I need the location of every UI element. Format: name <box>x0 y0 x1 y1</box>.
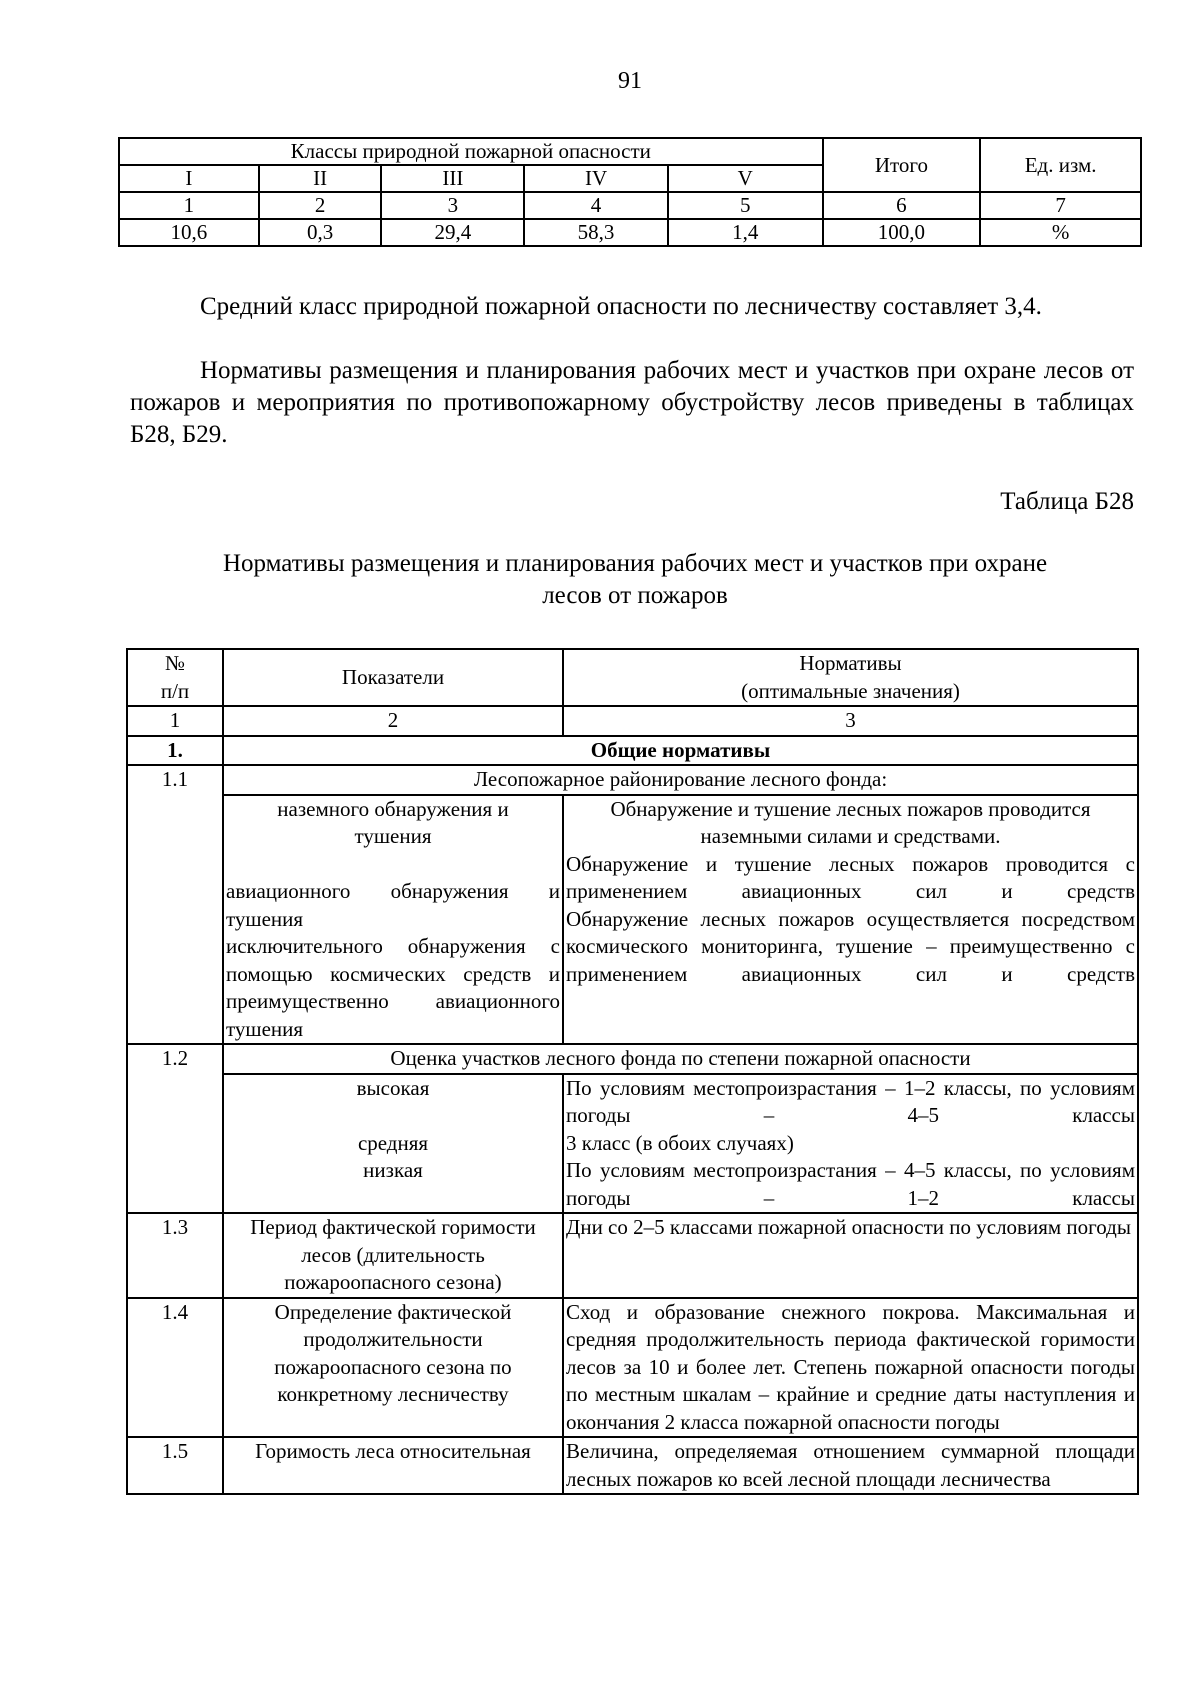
row-number: 1.3 <box>127 1213 223 1298</box>
total-header: Итого <box>823 138 981 192</box>
table-title <box>150 548 1120 612</box>
header-norms: Нормативы (оптимальные значения) <box>563 649 1138 706</box>
page-number: 91 <box>618 68 642 94</box>
col-number: 3 <box>563 706 1138 736</box>
value-cell: 100,0 <box>823 219 981 246</box>
header-indicators: Показатели <box>223 649 563 706</box>
col-number: 2 <box>259 192 382 219</box>
col-number: 4 <box>524 192 668 219</box>
indicator-cell: Определение фактической продолжительности пожароопасного сезона по конкретному лесничеству <box>223 1298 563 1438</box>
value-cell: 0,3 <box>259 219 382 246</box>
indicator-cell: Период фактической горимости лесов (длительность пожароопасного сезона) <box>223 1213 563 1298</box>
col-number: 7 <box>980 192 1141 219</box>
col-number: 5 <box>668 192 823 219</box>
col-number: 3 <box>381 192 524 219</box>
col-number: 1 <box>119 192 259 219</box>
indicator-cell: высокая средняя низкая <box>223 1074 563 1214</box>
class-label: I <box>119 165 259 192</box>
class-label: III <box>381 165 524 192</box>
col-number: 2 <box>223 706 563 736</box>
class-label: V <box>668 165 823 192</box>
norms-table <box>126 648 1139 1495</box>
value-cell: 10,6 <box>119 219 259 246</box>
table-title-line: лесов от пожаров <box>542 582 728 609</box>
unit-header: Ед. изм. <box>980 138 1141 192</box>
col-number: 6 <box>823 192 981 219</box>
norm-cell: Обнаружение и тушение лесных пожаров проводится наземными силами и средствами. Обнаружение и тушение лесных пожаров проводится с применением авиационных сил и средств Обнаружение лесных пожаров осуществляется посредством космического мониторинга, тушение – преимущественно с применением авиационных сил и средств <box>563 795 1138 1045</box>
norm-cell: Дни со 2–5 классами пожарной опасности по условиям погоды <box>563 1213 1138 1298</box>
value-cell: 58,3 <box>524 219 668 246</box>
row-number: 1.5 <box>127 1437 223 1494</box>
row-number: 1.1 <box>127 765 223 1044</box>
col-number: 1 <box>127 706 223 736</box>
row-number: 1.2 <box>127 1044 223 1213</box>
row-number: 1.4 <box>127 1298 223 1438</box>
fire-classes-header: Классы природной пожарной опасности <box>119 138 823 165</box>
row-title: Оценка участков лесного фонда по степени пожарной опасности <box>223 1044 1138 1074</box>
header-number: № п/п <box>127 649 223 706</box>
row-title: Лесопожарное районирование лесного фонда: <box>223 765 1138 795</box>
paragraph-norms-intro: Нормативы размещения и планирования рабочих мест и участков при охране лесов от пожаров и мероприятия по противопожарному обустройству лесов приведены в таблицах Б28, Б29. <box>130 357 1134 448</box>
table-label: Таблица Б28 <box>1000 488 1134 515</box>
indicator-cell: наземного обнаружения и тушения авиационного обнаружения и тушения исключительного обнаружения с помощью космических средств и преимущественно авиационного тушения <box>223 795 563 1045</box>
norm-cell: Величина, определяемая отношением суммарной площади лесных пожаров ко всей лесной площади лесничества <box>563 1437 1138 1494</box>
value-cell: 29,4 <box>381 219 524 246</box>
class-label: II <box>259 165 382 192</box>
value-cell: 1,4 <box>668 219 823 246</box>
section-number: 1. <box>127 736 223 766</box>
norm-cell: По условиям местопроизрастания – 1–2 классы, по условиям погоды – 4–5 классы 3 класс (в обоих случаях) По условиям местопроизрастания – 4–5 классы, по условиям погоды – 1–2 классы <box>563 1074 1138 1214</box>
indicator-cell: Горимость леса относительная <box>223 1437 563 1494</box>
table-title-line: Нормативы размещения и планирования рабочих мест и участков при охране <box>222 550 1048 577</box>
paragraph-average-class: Средний класс природной пожарной опасности по лесничеству составляет 3,4. <box>200 293 1042 320</box>
class-label: IV <box>524 165 668 192</box>
norm-cell: Сход и образование снежного покрова. Максимальная и средняя продолжительность периода фактической горимости лесов за 10 и более лет. Степень пожарной опасности погоды по местным шкалам – крайние и средние даты наступления и окончания 2 класса пожарной опасности погоды <box>563 1298 1138 1438</box>
section-title: Общие нормативы <box>223 736 1138 766</box>
fire-class-table <box>118 137 1142 247</box>
value-cell: % <box>980 219 1141 246</box>
